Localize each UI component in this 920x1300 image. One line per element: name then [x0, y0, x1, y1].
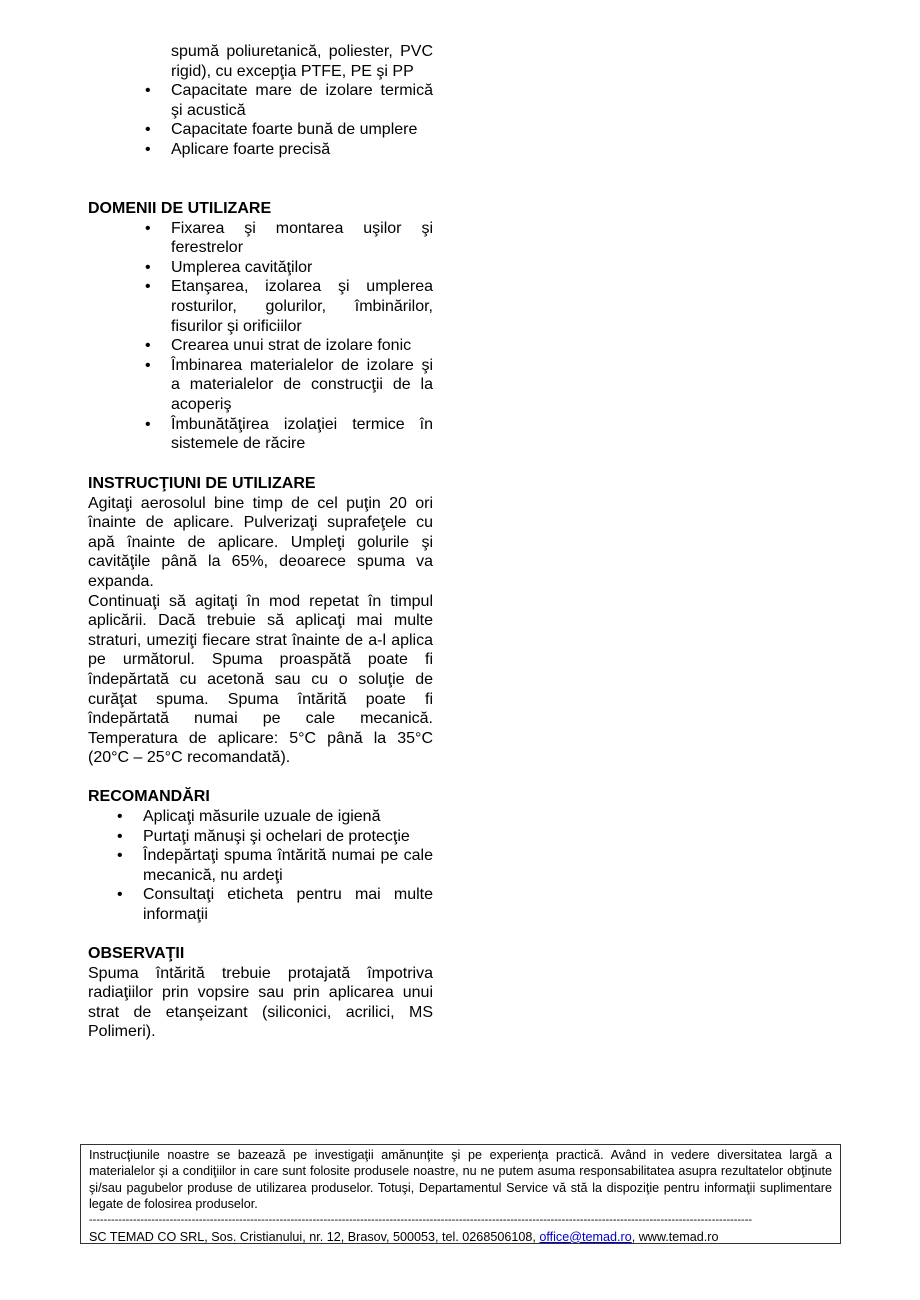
- section-heading-observatii: OBSERVAŢII: [88, 944, 185, 962]
- list-item: • Etanşarea, izolarea şi umplerea rosturilor, golurilor, îmbinărilor, fisurilor şi orificiilor: [88, 277, 433, 336]
- list-item: • Fixarea şi montarea uşilor şi ferestrelor: [88, 219, 433, 258]
- main-column: [88, 42, 433, 1042]
- list-item: • Aplicare foarte precisă: [88, 140, 433, 160]
- company-address: SC TEMAD CO SRL, Sos. Cristianului, nr. 12, Brasov, 500053, tel. 0268506108,: [89, 1229, 540, 1244]
- footer-contact: [89, 1229, 832, 1245]
- list-item: • Capacitate foarte bună de umplere: [88, 120, 433, 140]
- footer-box: [80, 1144, 841, 1244]
- recomandari-list: [88, 807, 433, 925]
- list-item: • Crearea unui strat de izolare fonic: [88, 336, 433, 356]
- list-item: • Purtaţi mănuşi şi ochelari de protecţie: [88, 827, 433, 847]
- footer-disclaimer: Instrucţiunile noastre se bazează pe investigaţii amănunţite şi pe experienţa practică. Având in vedere diversitatea largă a materialelor şi a condiţiilor in care sunt folosite produsele noastre, nu ne putem asuma responsabilitatea asupra rezultatelor obţinute şi/sau pagubelor produse de utilizarea produselor. Totuşi, Departamentul Service vă stă la dispoziţie pentru informaţii suplimentare legate de folosirea produselor.: [89, 1148, 832, 1212]
- section-heading-recomandari: RECOMANDĂRI: [88, 788, 210, 805]
- list-item: • Îmbunătăţirea izolaţiei termice în sistemele de răcire: [88, 415, 433, 454]
- instructions-paragraph: Agitaţi aerosolul bine timp de cel puţin 20 ori înainte de aplicare. Pulverizaţi suprafeţele cu apă înainte de aplicare. Umpleţi golurile şi cavităţile până la 65%, deoarece spuma va expanda.: [88, 494, 433, 591]
- list-item-continuation: spumă poliuretanică, poliester, PVC rigid), cu excepţia PTFE, PE şi PP: [171, 43, 433, 80]
- section-heading-domenii: DOMENII DE UTILIZARE: [88, 199, 272, 217]
- properties-list: [88, 42, 433, 160]
- list-item: • Consultaţi eticheta pentru mai multe informaţii: [88, 885, 433, 924]
- list-item: • Aplicaţi măsurile uzuale de igienă: [88, 807, 433, 827]
- email-link[interactable]: office@temad.ro: [539, 1229, 632, 1244]
- website-text: www.temad.ro: [638, 1229, 719, 1244]
- website-separator: ,: [631, 1229, 639, 1244]
- list-item: • Umplerea cavităţilor: [88, 258, 433, 278]
- domenii-list: [88, 219, 433, 454]
- section-heading-instructiuni: INSTRUCŢIUNI DE UTILIZARE: [88, 474, 316, 492]
- list-item: • Îndepărtaţi spuma întărită numai pe cale mecanică, nu ardeţi: [88, 846, 433, 885]
- list-item: • Capacitate mare de izolare termică şi acustică: [88, 81, 433, 120]
- list-item: • Îmbinarea materialelor de izolare şi a materialelor de construcţii de la acoperiş: [88, 356, 433, 415]
- footer-separator: -------------------------------------------------------------------------------------------------------------------------------------------------------------------------------------: [89, 1213, 753, 1226]
- instructions-paragraph: Continuaţi să agitaţi în mod repetat în timpul aplicării. Dacă trebuie să aplicaţi mai multe straturi, umeziţi fiecare strat înainte de a-l aplica pe următorul. Spuma proaspătă poate fi îndepărtată cu acetonă sau cu o soluţie de curăţat spuma. Spuma întărită poate fi îndepărtată numai pe cale mecanică. Temperatura de aplicare: 5°C până la 35°C (20°C – 25°C recomandată).: [88, 592, 433, 767]
- observatii-text: Spuma întărită trebuie protajată împotriva radiaţiilor prin vopsire sau prin aplicarea unui strat de etanşeizant (siliconici, acrilici, MS Polimeri).: [88, 964, 433, 1041]
